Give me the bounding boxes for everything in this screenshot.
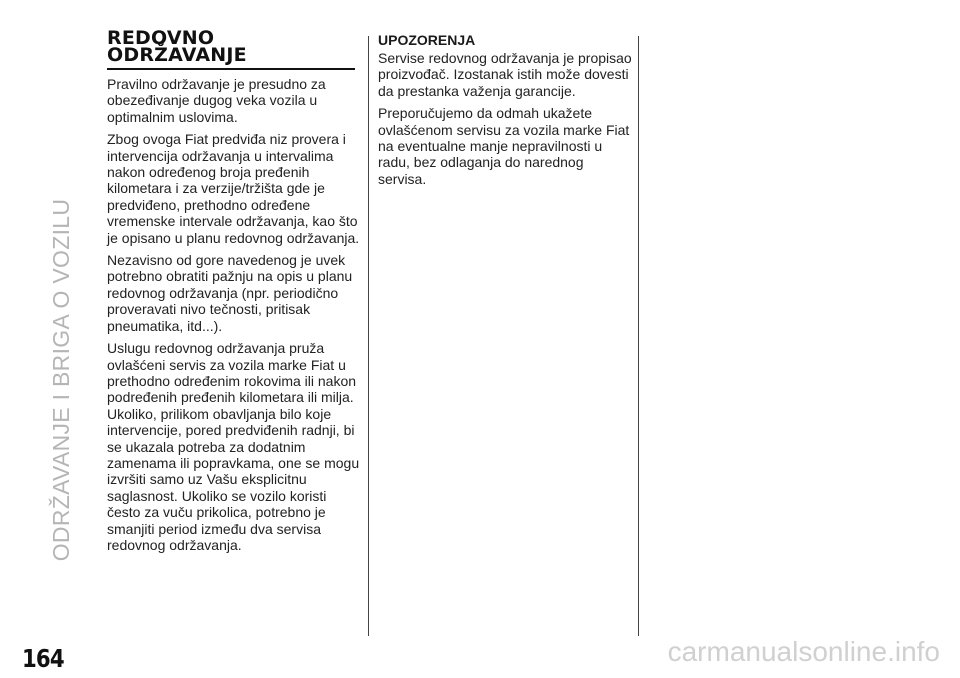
main-column (107, 27, 362, 559)
section-heading-line1: REDOVNO (107, 27, 215, 49)
warning-column (378, 32, 633, 193)
page-number: 164 (22, 644, 64, 673)
column-divider (638, 36, 639, 636)
warning-paragraph: Preporučujemo da odmah ukažete ovlašćenom servisu za vozila marke Fiat na eventualne manje nepravilnosti u radu, bez odlaganja do narednog servisa. (378, 105, 630, 187)
paragraph: Pravilno održavanje je presudno za obezeđivanje dugog veka vozila u optimalnim uslovima. (107, 76, 326, 125)
warning-heading: UPOZORENJA (378, 32, 476, 48)
chapter-side-title: ODRŽAVANJE I BRIGA O VOZILU (48, 198, 74, 562)
section-heading (107, 27, 362, 68)
paragraph: Uslugu redovnog održavanja pruža ovlašćeni servis za vozila marke Fiat u prethodno određenim rokovima ili nakon podređenih pređenih kilometara ili milja. Ukoliko, prilikom obavljanja bilo koje intervencije, pored predviđenih radnji, bi se ukazala potreba za dodatnim zamenama ili popravkama, one se mogu izvršiti samo uz Vašu eksplicitnu saglasnost. Ukoliko se vozilo koristi često za vuču prikolica, potrebno je smanjiti period između dva servisa redovnog održavanja. (107, 340, 360, 553)
column-divider (368, 36, 369, 636)
section-heading-line2: ODRŽAVANJE (107, 44, 247, 66)
watermark: carmanualsonline.info (667, 636, 940, 667)
warning-paragraph: Servise redovnog održavanja je propisao proizvođač. Izostanak istih može dovesti da prestanka važenja garancije. (378, 50, 632, 99)
paragraph: Zbog ovoga Fiat predviđa niz provera i intervencija održavanja u intervalima nakon određenog broja pređenih kilometara i za verzije/tržišta gde je predviđeno, prethodno određene vremenske intervale održavanja, kao što je opisano u planu redovnog održavanja. (107, 131, 360, 246)
paragraph: Nezavisno od gore navedenog je uvek potrebno obratiti pažnju na opis u planu redovnog održavanja (npr. periodično proveravati nivo tečnosti, pritisak pneumatika, itd...). (107, 252, 353, 334)
heading-underline (107, 68, 355, 70)
